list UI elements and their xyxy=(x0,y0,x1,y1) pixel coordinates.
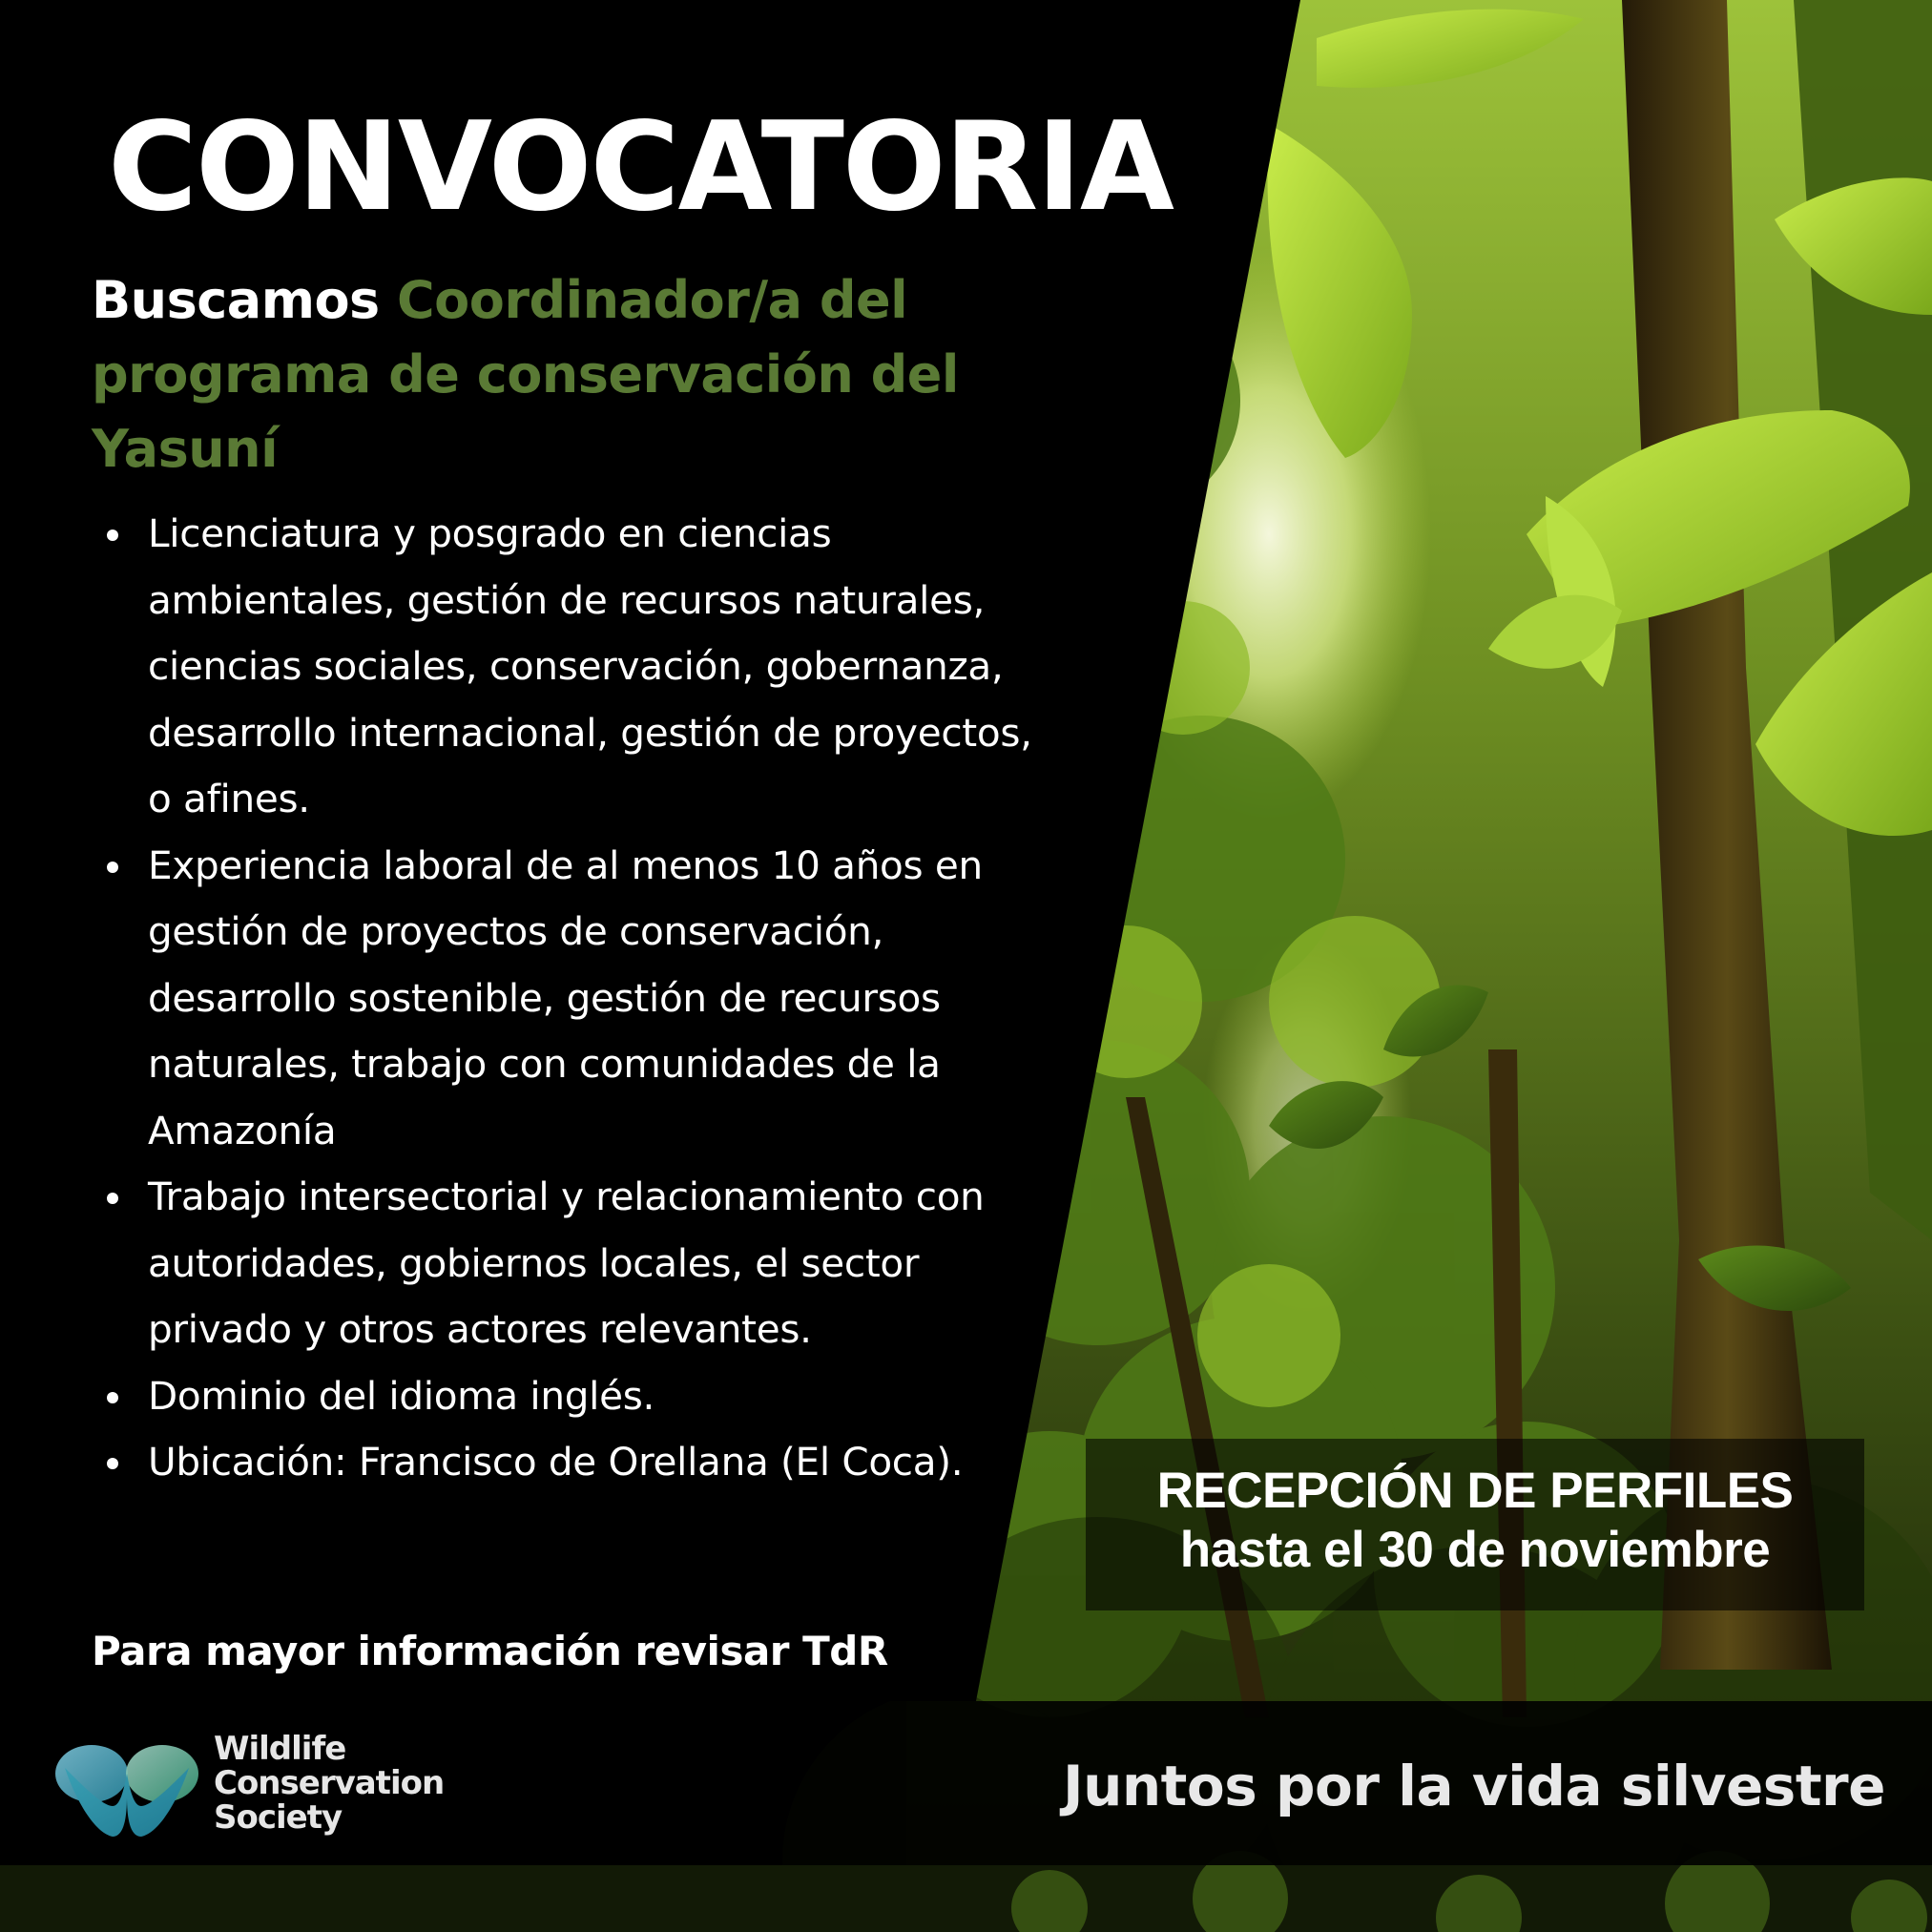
logo-text xyxy=(214,1732,444,1835)
wcs-w-logo-icon xyxy=(55,1730,198,1840)
requirement-item: Dominio del idioma inglés. xyxy=(91,1363,1045,1430)
logo-line: Society xyxy=(214,1798,343,1837)
wcs-logo xyxy=(55,1728,494,1842)
requirements-list xyxy=(91,501,1045,1496)
page-title: CONVOCATORIA xyxy=(108,96,1173,239)
footer-bar xyxy=(0,1701,1932,1865)
requirement-item: Trabajo intersectorial y relacionamiento con autoridades, gobiernos locales, el sector privado y otros actores relevantes. xyxy=(91,1164,1045,1363)
deadline-date: hasta el 30 de noviembre xyxy=(1179,1522,1771,1578)
requirement-item: Experiencia laboral de al menos 10 años en gestión de proyectos de conservación, desarrollo sostenible, gestión de recursos naturales, trabajo con comunidades de la Amazonía xyxy=(91,833,1045,1165)
deadline-title: RECEPCIÓN DE PERFILES xyxy=(1156,1463,1794,1519)
requirement-item: Ubicación: Francisco de Orellana (El Coca). xyxy=(91,1429,1045,1496)
position-name: Coordinador/a del programa de conservación del Yasuní xyxy=(92,270,959,479)
requirement-item: Licenciatura y posgrado en ciencias ambientales, gestión de recursos naturales, ciencias sociales, conservación, gobernanza, desarrollo internacional, gestión de proyectos, o afines. xyxy=(91,501,1045,833)
tagline: Juntos por la vida silvestre xyxy=(1063,1754,1885,1818)
logo-line: Wildlife xyxy=(214,1730,346,1768)
deadline-box xyxy=(1086,1439,1864,1610)
position-subtitle xyxy=(92,263,1008,487)
subtitle-lead: Buscamos xyxy=(92,270,380,330)
more-info-text: Para mayor información revisar TdR xyxy=(92,1628,888,1674)
logo-line: Conservation xyxy=(214,1764,445,1802)
